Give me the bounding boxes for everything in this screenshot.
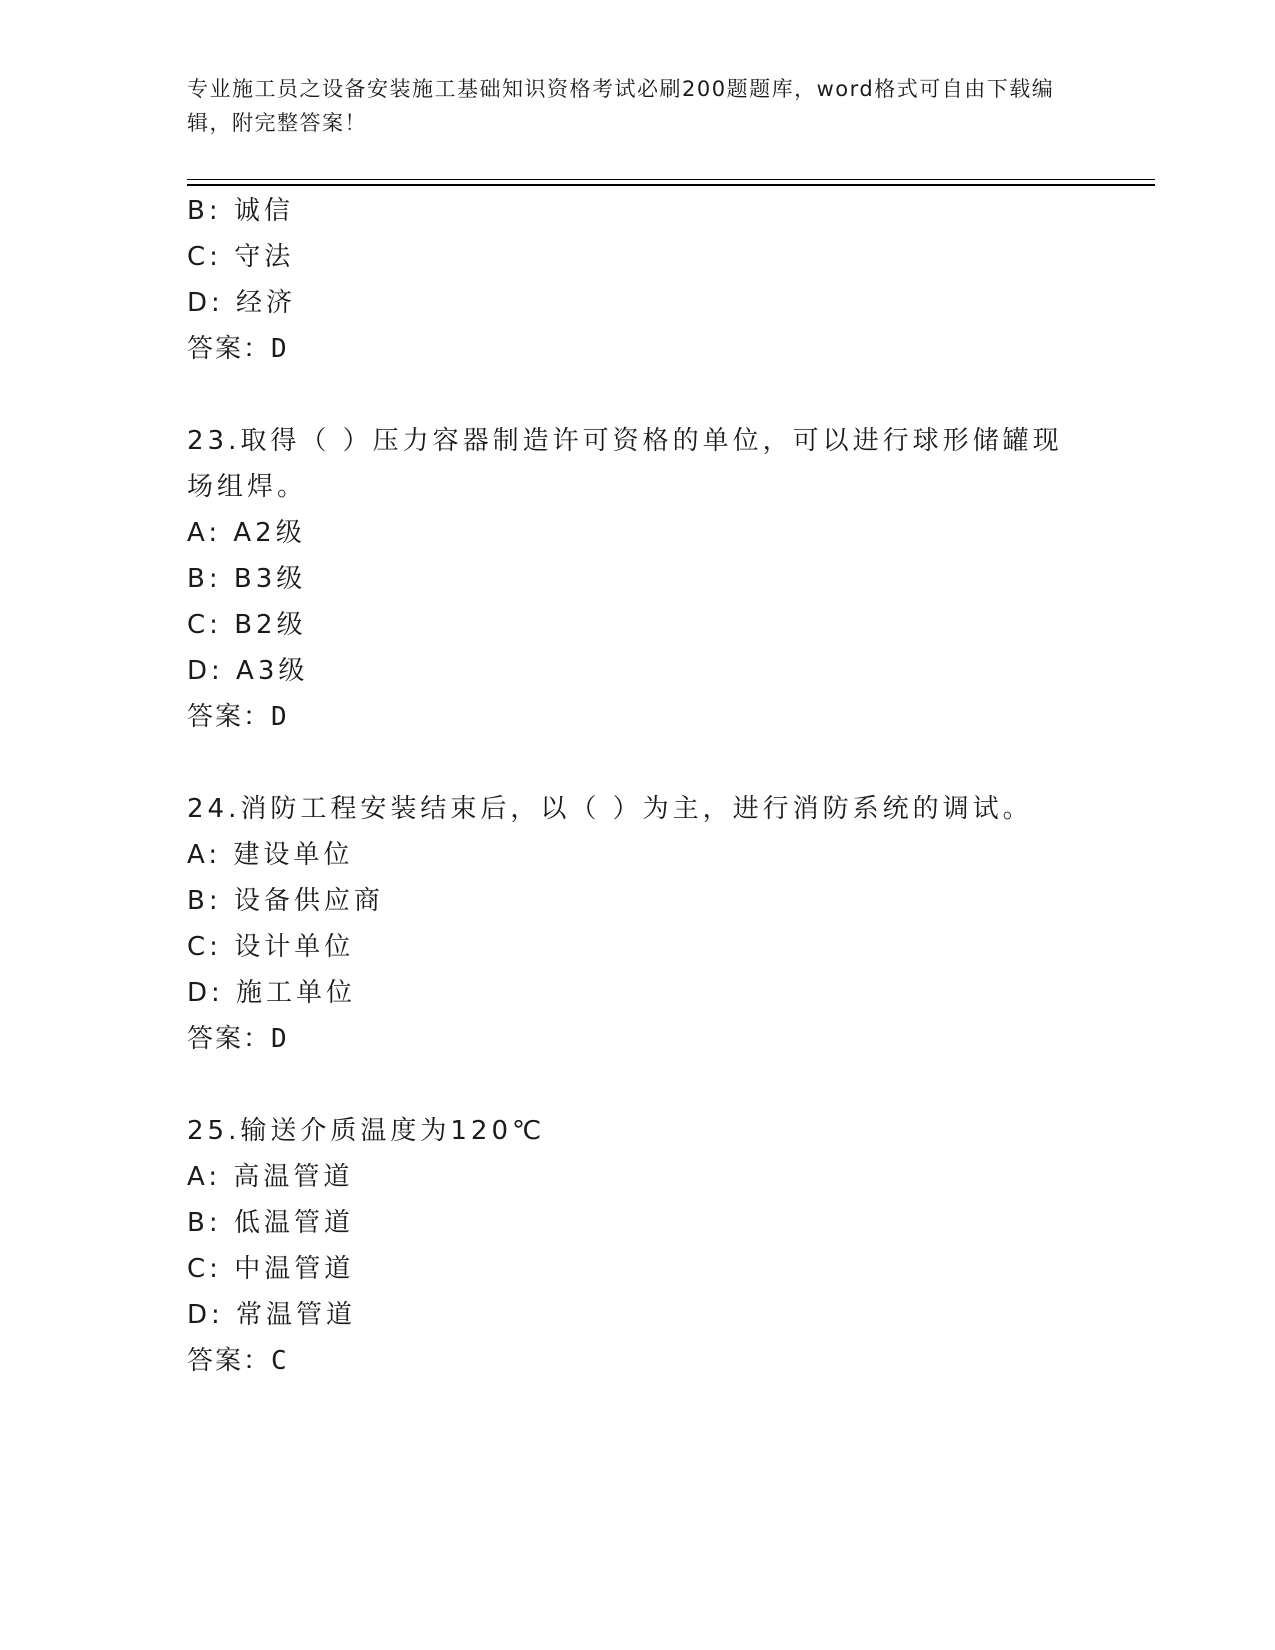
option-a <box>187 1154 1087 1200</box>
question-number: 23. <box>187 426 241 456</box>
answer-line <box>187 326 1087 372</box>
option-text: 诚信 <box>233 196 294 226</box>
option-b <box>187 1200 1087 1246</box>
question-22-tail <box>187 188 1087 372</box>
spacer <box>187 740 1087 786</box>
option-a <box>187 510 1087 556</box>
option-label: C: <box>187 932 222 962</box>
answer-value: D <box>271 702 288 732</box>
option-label: D: <box>187 288 224 318</box>
option-label: B: <box>187 196 222 226</box>
question-24 <box>187 786 1087 1062</box>
document-body <box>187 188 1087 1384</box>
answer-label: 答案： <box>187 334 272 364</box>
document-header: 专业施工员之设备安装施工基础知识资格考试必刷200题题库，word格式可自由下载编辑，附完整答案！ <box>187 77 1055 135</box>
option-label: B: <box>187 886 222 916</box>
answer-line <box>187 1016 1087 1062</box>
question-25 <box>187 1108 1087 1384</box>
option-text: 守法 <box>234 242 295 272</box>
option-label: C: <box>187 1254 222 1284</box>
question-23 <box>187 418 1087 740</box>
answer-value: D <box>271 1024 288 1054</box>
question-text <box>187 418 1067 510</box>
option-label: D: <box>187 656 224 686</box>
option-text: 高温管道 <box>233 1162 354 1192</box>
option-label: B: <box>187 564 222 594</box>
option-label: C: <box>187 610 222 640</box>
answer-label: 答案： <box>187 1346 272 1376</box>
question-body: 取得（ ）压力容器制造许可资格的单位，可以进行球形储罐现场组焊。 <box>187 426 1063 502</box>
question-body: 输送介质温度为120℃ <box>240 1116 546 1146</box>
option-text: 经济 <box>236 288 297 318</box>
question-text <box>187 1108 1067 1154</box>
option-d <box>187 970 1087 1016</box>
answer-line <box>187 1338 1087 1384</box>
option-a <box>187 832 1087 878</box>
option-b <box>187 878 1087 924</box>
option-label: A: <box>187 840 222 870</box>
header-divider-thick <box>187 184 1155 186</box>
option-text: 施工单位 <box>236 978 357 1008</box>
answer-value: D <box>271 334 288 364</box>
option-label: D: <box>187 1300 224 1330</box>
option-c <box>187 234 1087 280</box>
option-label: A: <box>187 1162 222 1192</box>
answer-line <box>187 694 1087 740</box>
option-label: B: <box>187 1208 222 1238</box>
answer-label: 答案： <box>187 702 272 732</box>
question-number: 25. <box>187 1116 241 1146</box>
option-label: D: <box>187 978 224 1008</box>
answer-label: 答案： <box>187 1024 272 1054</box>
header-divider-thin <box>187 179 1155 180</box>
option-label: C: <box>187 242 222 272</box>
option-text: A2级 <box>233 518 306 548</box>
option-text: 设计单位 <box>234 932 355 962</box>
option-text: B3级 <box>233 564 307 594</box>
option-text: 低温管道 <box>233 1208 354 1238</box>
option-label: A: <box>187 518 222 548</box>
option-text: 设备供应商 <box>233 886 384 916</box>
option-d <box>187 1292 1087 1338</box>
option-d <box>187 648 1087 694</box>
question-body: 消防工程安装结束后，以（ ）为主，进行消防系统的调试。 <box>240 794 1033 824</box>
spacer <box>187 1062 1087 1108</box>
option-text: B2级 <box>234 610 307 640</box>
option-b <box>187 556 1087 602</box>
question-text <box>187 786 1067 832</box>
spacer <box>187 372 1087 418</box>
option-c <box>187 1246 1087 1292</box>
option-text: 中温管道 <box>234 1254 355 1284</box>
answer-value: C <box>271 1346 288 1376</box>
question-number: 24. <box>187 794 241 824</box>
option-text: 常温管道 <box>236 1300 357 1330</box>
option-b <box>187 188 1087 234</box>
option-text: A3级 <box>236 656 309 686</box>
option-c <box>187 924 1087 970</box>
option-d <box>187 280 1087 326</box>
option-c <box>187 602 1087 648</box>
option-text: 建设单位 <box>233 840 354 870</box>
